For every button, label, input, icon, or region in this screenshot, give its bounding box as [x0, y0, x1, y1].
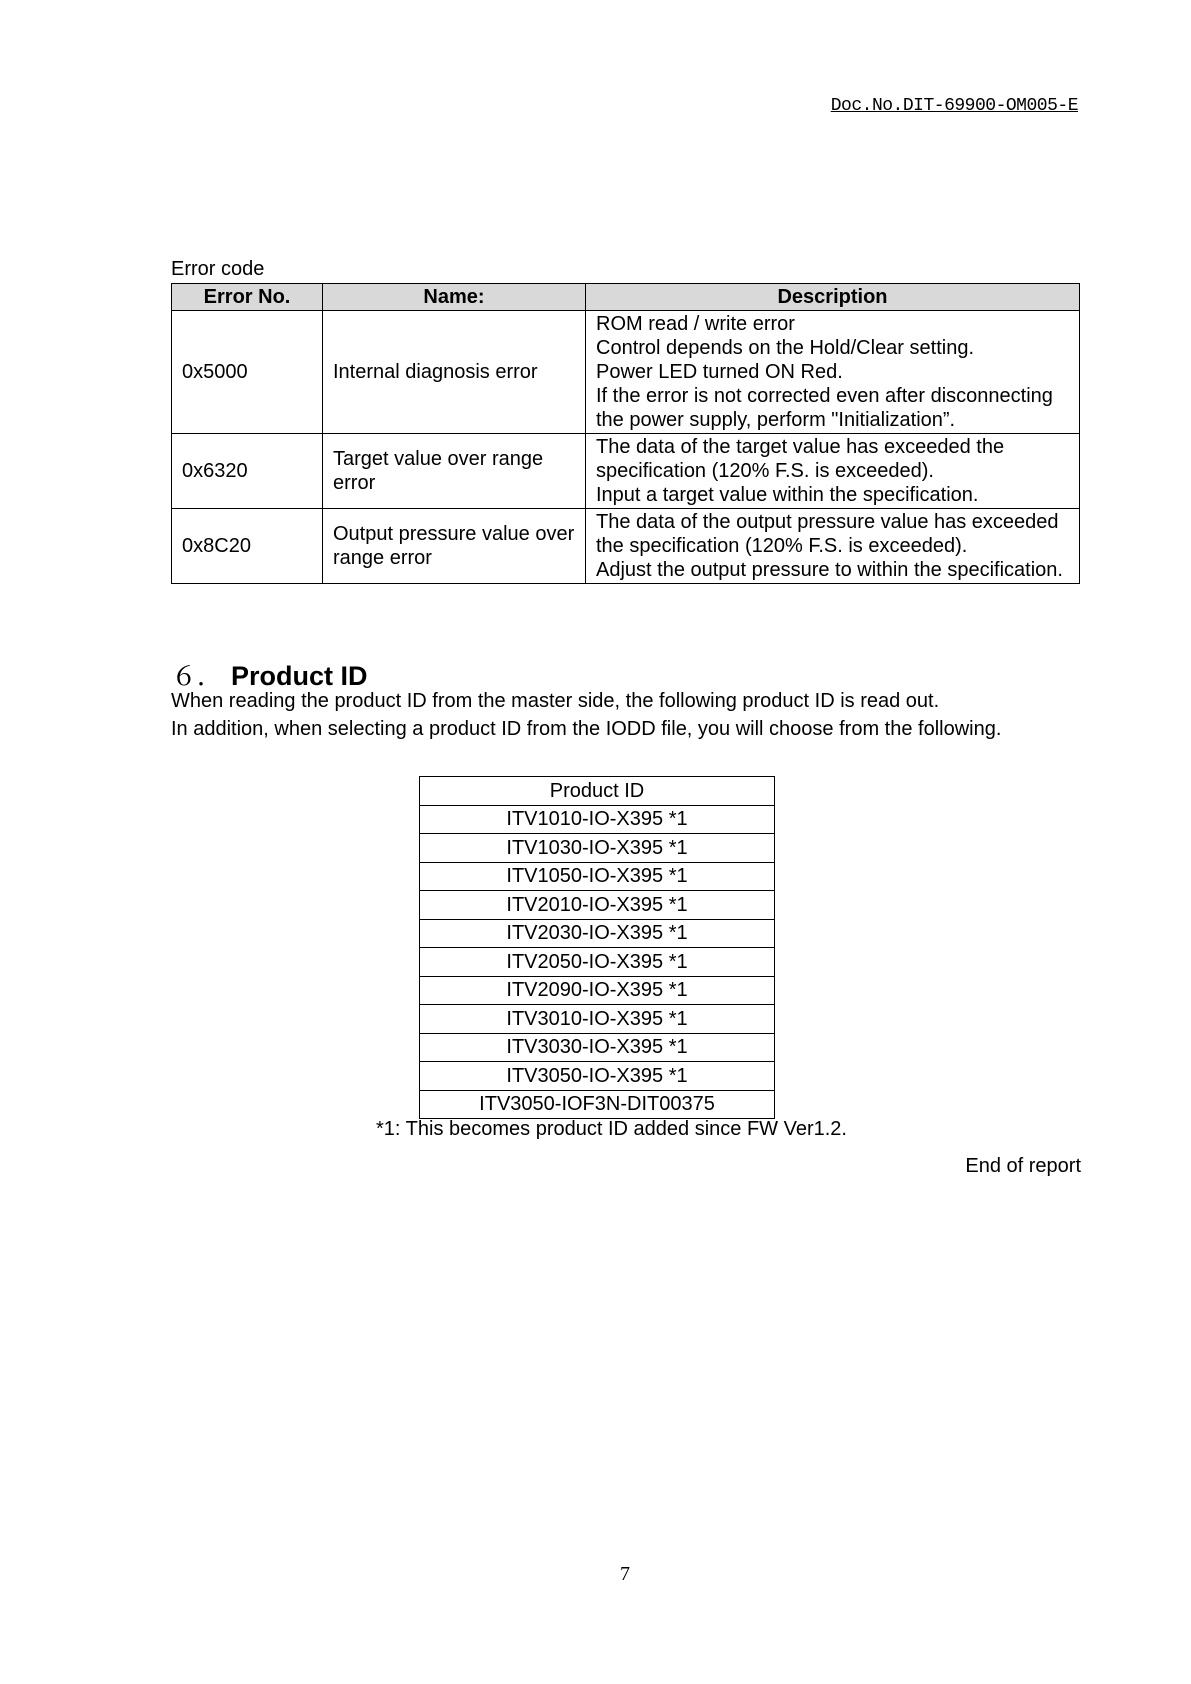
product-id-cell: ITV2010-IO-X395 *1 [420, 891, 775, 920]
section-title: Product ID [231, 661, 368, 691]
product-id-table [419, 776, 775, 1119]
product-id-cell: ITV3010-IO-X395 *1 [420, 1005, 775, 1034]
error-name: Internal diagnosis error [323, 311, 586, 434]
table-row [420, 1005, 775, 1034]
table-row [420, 919, 775, 948]
description-line: specification (120% F.S. is exceeded). [596, 460, 934, 482]
header-error-no: Error No. [172, 284, 323, 311]
table-row [420, 891, 775, 920]
error-description [586, 509, 1080, 584]
error-table-header-row [172, 284, 1080, 311]
description-line: Power LED turned ON Red. [596, 361, 843, 383]
description-line: Control depends on the Hold/Clear setting. [596, 337, 975, 359]
error-code-table [171, 283, 1080, 584]
document-number: Doc.No.DIT-69900-OM005-E [830, 96, 1078, 116]
error-description [586, 311, 1080, 434]
description-line: the power supply, perform "Initialization”. [596, 409, 956, 431]
error-description [586, 434, 1080, 509]
error-code: 0x6320 [172, 434, 323, 509]
intro-paragraph-2: In addition, when selecting a product ID from the IODD file, you will choose from the following. [171, 718, 1002, 740]
error-name: Target value over range error [323, 434, 586, 509]
header-name: Name: [323, 284, 586, 311]
product-id-header-row [420, 777, 775, 806]
product-id-cell: ITV1030-IO-X395 *1 [420, 834, 775, 863]
section-heading-product-id [171, 656, 368, 693]
product-id-cell: ITV3050-IOF3N-DIT00375 [420, 1090, 775, 1119]
description-line: ROM read / write error [596, 313, 795, 335]
error-name: Output pressure value over range error [323, 509, 586, 584]
table-row [420, 834, 775, 863]
table-row [172, 434, 1080, 509]
error-table-caption: Error code [171, 258, 265, 280]
table-row [420, 1033, 775, 1062]
description-line: The data of the target value has exceeded the [596, 436, 1005, 458]
description-line: the specification (120% F.S. is exceeded). [596, 535, 968, 557]
description-line: If the error is not corrected even after disconnecting [596, 385, 1053, 407]
table-row [172, 311, 1080, 434]
table-row [420, 1062, 775, 1091]
description-line: Input a target value within the specification. [596, 484, 979, 506]
table-row [420, 862, 775, 891]
header-description: Description [586, 284, 1080, 311]
product-id-cell: ITV3050-IO-X395 *1 [420, 1062, 775, 1091]
table-row [420, 1090, 775, 1119]
product-id-cell: ITV2090-IO-X395 *1 [420, 976, 775, 1005]
description-line: The data of the output pressure value has exceeded [596, 511, 1059, 533]
description-line: Adjust the output pressure to within the specification. [596, 559, 1063, 581]
footnote: *1: This becomes product ID added since FW Ver1.2. [376, 1118, 847, 1140]
error-code: 0x5000 [172, 311, 323, 434]
page-number: 7 [620, 1563, 630, 1585]
table-row [420, 948, 775, 977]
product-id-cell: ITV3030-IO-X395 *1 [420, 1033, 775, 1062]
product-id-cell: ITV1010-IO-X395 *1 [420, 805, 775, 834]
product-id-cell: ITV2030-IO-X395 *1 [420, 919, 775, 948]
product-id-cell: ITV1050-IO-X395 *1 [420, 862, 775, 891]
product-id-header: Product ID [420, 777, 775, 806]
section-number: ６． [171, 662, 224, 692]
table-row [420, 805, 775, 834]
error-code: 0x8C20 [172, 509, 323, 584]
table-row [172, 509, 1080, 584]
intro-paragraph-1: When reading the product ID from the master side, the following product ID is read out. [171, 690, 940, 712]
table-row [420, 976, 775, 1005]
product-id-cell: ITV2050-IO-X395 *1 [420, 948, 775, 977]
end-of-report: End of report [965, 1155, 1081, 1177]
